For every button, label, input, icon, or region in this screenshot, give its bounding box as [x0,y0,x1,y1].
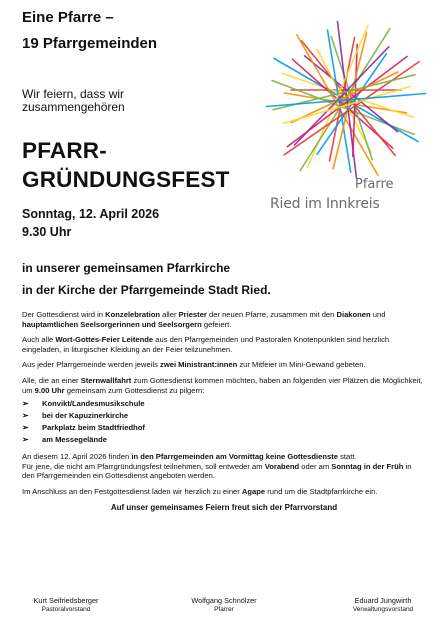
header-line-1: Eine Pfarre – [22,9,114,26]
event-datetime [22,205,159,241]
event-date: Sonntag, 12. April 2026 [22,207,160,221]
arrow-bullet-icon: ➢ [22,435,29,445]
paragraph-ministrants: Aus jeder Pfarrgemeinde werden jeweils zwei Ministrant:innen zur Mitfeier im Mini-Gewand gebeten. [22,360,366,370]
church-line-2: in der Kirche der Pfarrgemeinde Stadt Ried. [22,283,271,297]
church-location [22,257,271,301]
subtitle-line-2: zusammengehören [22,100,125,114]
list-item: ➢ Parkplatz beim Stadtfriedhof [22,423,145,433]
event-time: 9.30 Uhr [22,225,72,239]
logo-text-pfarre: Pfarre [355,177,394,192]
header-subtitle [22,88,232,114]
list-item: ➢ bei der Kapuzinerkirche [22,411,129,421]
arrow-bullet-icon: ➢ [22,411,29,421]
signature-pastor: Wolfgang Schnölzer Pfarrer [191,596,257,613]
event-title-line-2: GRÜNDUNGSFEST [22,167,230,192]
list-item: ➢ Konvikt/Landesmusikschule [22,399,145,409]
event-title-line-1: PFARR- [22,138,107,163]
arrow-bullet-icon: ➢ [22,423,29,433]
header-line-2: 19 Pfarrgemeinden [22,35,158,52]
list-item: ➢ am Messegelände [22,435,107,445]
paragraph-agape: Im Anschluss an den Festgottesdienst laden wir herzlich zu einer Agape rund um die Stadtpfarrkirche ein. [22,486,378,496]
paragraph-pilgrimage: Alle, die an einer Sternwallfahrt zum Gottesdienst kommen möchten, haben an folgenden vier Plätzen die Möglichkeit, um 9.00 Uhr gemeinsam zum Gottesdienst zu pilgern: [22,375,423,395]
paragraph-concelebration: Der Gottesdienst wird in Konzelebration aller Priester der neuen Pfarre, zusammen mit den Diakonen und hauptamtlichen Seelsorgerinnen und Seelsorgern gefeiert. [22,310,386,329]
body-text [22,310,426,512]
meeting-points-list [22,398,426,446]
signature-pastoral: Kurt Seifriedsberger Pastoralvorstand [33,596,99,613]
church-line-1: in unserer gemeinsamen Pfarrkirche [22,261,231,275]
parish-logo-icon [264,12,434,222]
header-title [22,8,252,53]
logo-text-ried: Ried im Innkreis [270,196,380,212]
event-title [22,136,292,194]
paragraph-word-of-god: Auch alle Wort-Gottes-Feier Leitende aus den Pfarrgemeinden und Pastoralen Knotenpunkten sind herzlich eingeladen, in liturgischer Kleidung an der Feier teilzunehmen. [22,335,390,354]
closing-line: Auf unser gemeinsames Feiern freut sich der Pfarrvorstand [110,502,338,512]
paragraph-no-masses: An diesem 12. April 2026 finden in den Pfarrgemeinden am Vormittag keine Gottesdienste statt. Für jene, die nicht am Pfarrgründungsfest teilnehmen, soll entweder am Vorabend oder am Sonntag in der Früh in den Pfarrgemeinden ein Gottesdienst angeboten werden. [22,452,412,481]
arrow-bullet-icon: ➢ [22,399,29,409]
subtitle-line-1: Wir feiern, dass wir [22,87,125,101]
signature-admin: Eduard Jungwirth Verwaltungsvorstand [352,596,414,613]
